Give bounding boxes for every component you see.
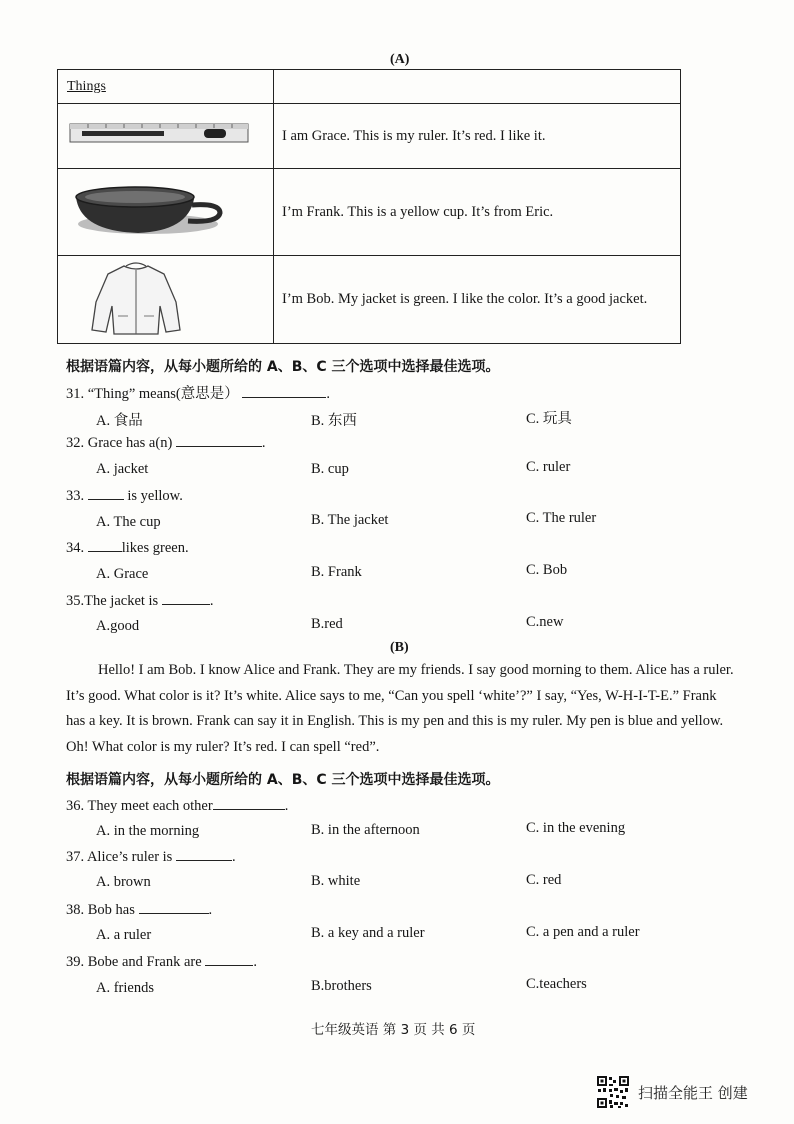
table-row <box>58 256 681 344</box>
option-34a: A. Grace <box>96 566 149 582</box>
instruction-a: 根据语篇内容，从每小题所给的 A、B、C 三个选项中选择最佳选项。 <box>66 359 500 375</box>
option-33b: B. The jacket <box>311 512 389 528</box>
option-31b: B. 东西 <box>311 413 357 429</box>
option-39a: A. friends <box>96 980 154 996</box>
grace-description: I am Grace. This is my ruler. It’s red. I like it. <box>274 104 681 169</box>
question-34: 34. likes green. <box>66 540 189 556</box>
option-36a: A. in the morning <box>96 823 200 839</box>
qr-code-icon <box>596 1075 630 1114</box>
option-39b: B.brothers <box>311 978 372 994</box>
table-header-row <box>58 70 681 104</box>
option-32a: A. jacket <box>96 461 149 477</box>
option-37a: A. brown <box>96 874 151 890</box>
option-36b: B. in the afternoon <box>311 822 420 838</box>
option-32c: C. ruler <box>526 459 571 475</box>
part-b-title: (B) <box>390 640 409 655</box>
question-36: 36. They meet each other . <box>66 798 289 814</box>
option-31c: C. 玩具 <box>526 411 572 427</box>
table-row <box>58 104 681 169</box>
scanner-watermark: 扫描全能王 创建 <box>638 1084 748 1102</box>
part-a-title: (A) <box>390 52 410 67</box>
instruction-b: 根据语篇内容，从每小题所给的 A、B、C 三个选项中选择最佳选项。 <box>66 772 500 788</box>
question-32: 32. Grace has a(n) . <box>66 435 266 451</box>
option-38b: B. a key and a ruler <box>311 925 425 941</box>
jacket-image <box>58 256 274 344</box>
header-empty-cell <box>274 70 681 104</box>
ruler-image <box>58 104 274 169</box>
cup-image <box>58 169 274 256</box>
option-35c: C.new <box>526 614 564 630</box>
option-34b: B. Frank <box>311 564 362 580</box>
option-35b: B.red <box>311 616 343 632</box>
things-header: Things <box>58 70 274 104</box>
option-35a: A.good <box>96 618 140 634</box>
option-32b: B. cup <box>311 461 349 477</box>
question-37: 37. Alice’s ruler is . <box>66 849 236 865</box>
option-33c: C. The ruler <box>526 510 597 526</box>
question-39: 39. Bobe and Frank are . <box>66 954 257 970</box>
option-31a: A. 食品 <box>96 413 143 429</box>
option-38a: A. a ruler <box>96 927 152 943</box>
question-31: 31. “Thing” means(意思是） . <box>66 386 331 402</box>
bob-description: I’m Bob. My jacket is green. I like the color. It’s a good jacket. <box>274 256 681 344</box>
things-table <box>57 69 681 344</box>
passage-b: Hello! I am Bob. I know Alice and Frank. They are my friends. I say good morning to them. Alice has a ruler. It’s good. What color is it? It’s white. Alice says to me, “Can you spell ‘white’?” I say, “Yes, W-H-I-T-E.” Frank has a key. It is brown. Frank can say it in English. This is my pen and this is my ruler. My pen is blue and yellow. Oh! What color is my ruler? It’s red. I can spell “red”. <box>66 662 734 755</box>
question-38: 38. Bob has . <box>66 902 213 918</box>
option-38c: C. a pen and a ruler <box>526 924 640 940</box>
option-33a: A. The cup <box>96 514 161 530</box>
question-35: 35.The jacket is . <box>66 593 214 609</box>
question-31-stem: “Thing” means(意思是） <box>87 386 239 402</box>
option-39c: C.teachers <box>526 976 587 992</box>
page-footer: 七年级英语 第 3 页 共 6 页 <box>311 1022 476 1038</box>
option-34c: C. Bob <box>526 562 568 578</box>
option-37b: B. white <box>311 873 361 889</box>
question-33: 33. is yellow. <box>66 488 183 504</box>
option-36c: C. in the evening <box>526 820 626 836</box>
table-row <box>58 169 681 256</box>
option-37c: C. red <box>526 872 562 888</box>
frank-description: I’m Frank. This is a yellow cup. It’s from Eric. <box>274 169 681 256</box>
